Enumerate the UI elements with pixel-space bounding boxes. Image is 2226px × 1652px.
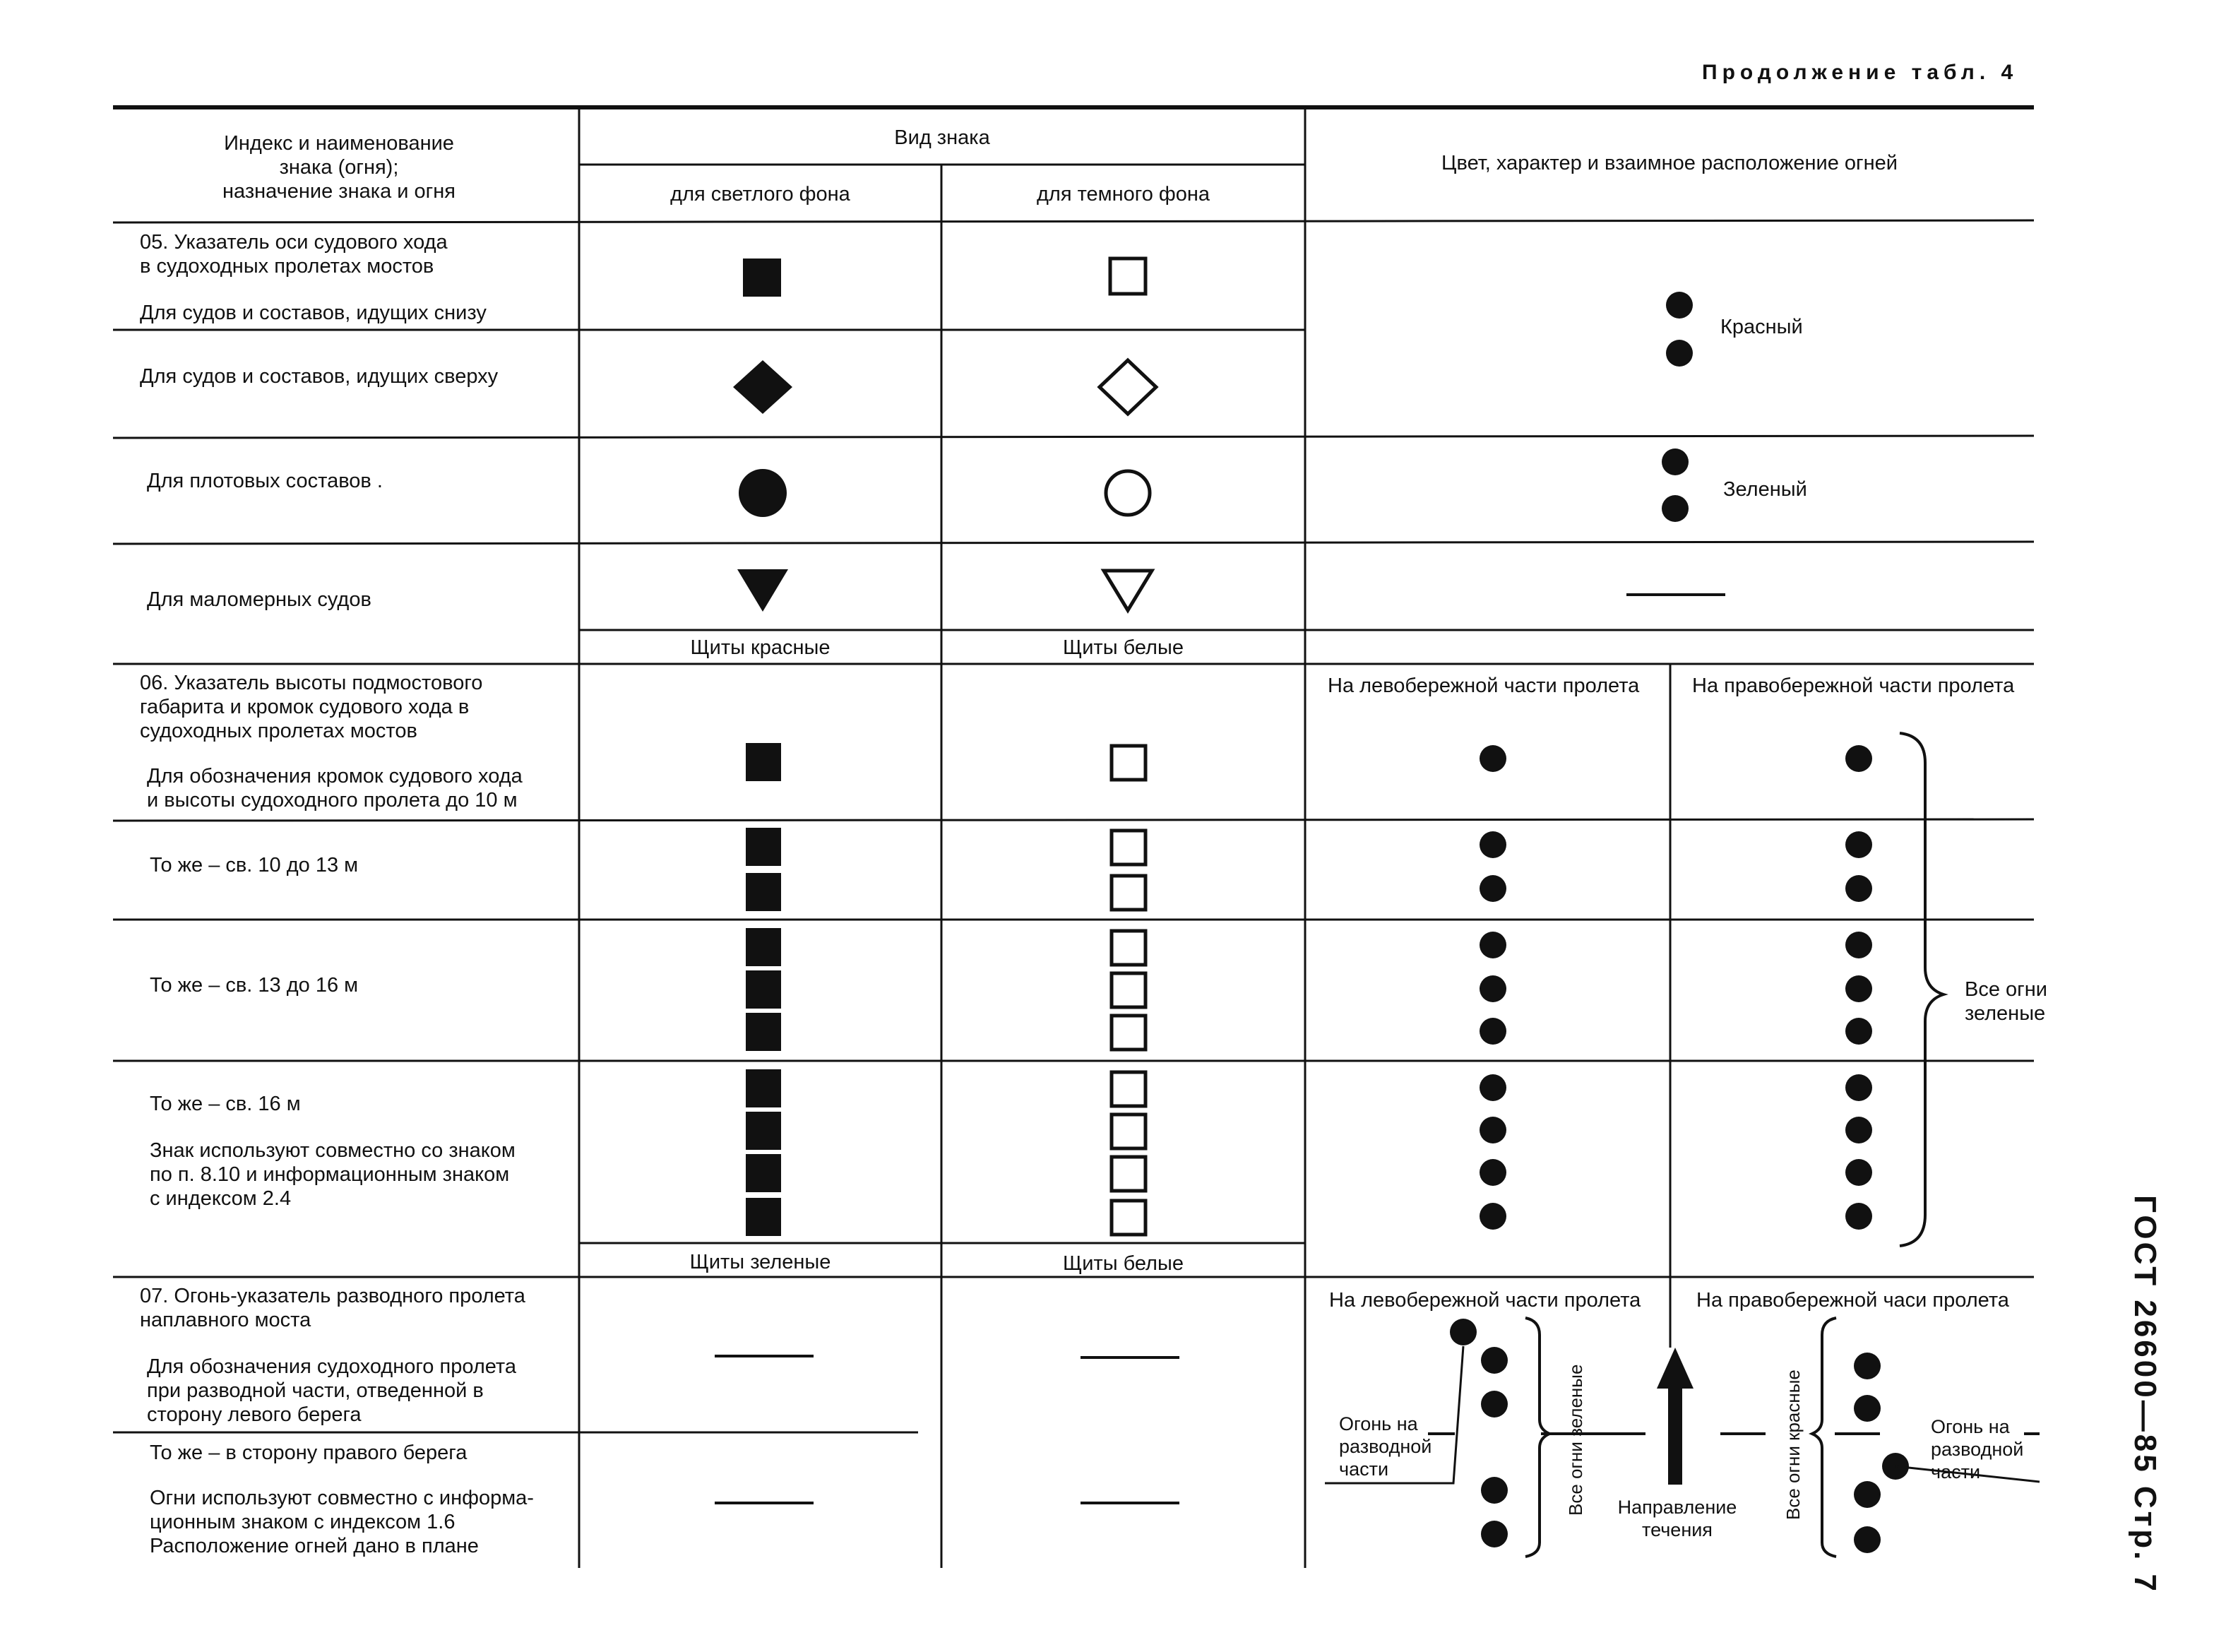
row07-a: Для обозначения судоходного пролета при разводной части, отведенной в сторону левого берега xyxy=(147,1355,516,1426)
row06-b: То же – св. 10 до 13 м xyxy=(150,854,359,876)
row07-all-red: Все огни красные xyxy=(1782,1369,1804,1520)
label-red: Красный xyxy=(1720,316,1803,338)
hollow-diamond-icon xyxy=(1100,360,1156,414)
light-dots-left xyxy=(1480,745,1506,1230)
hollow-triangle-icon xyxy=(1104,571,1152,610)
row05-a: Для судов и составов, идущих снизу xyxy=(140,302,487,324)
brace xyxy=(1525,1318,1549,1557)
row06-shield-light: Щиты зеленые xyxy=(689,1251,831,1273)
row05-b: Для судов и составов, идущих сверху xyxy=(140,365,499,388)
header-view: Вид знака xyxy=(894,126,990,149)
filled-diamond-icon xyxy=(733,360,792,414)
row07-right-bank: На правобережной часи пролета xyxy=(1696,1289,2009,1312)
row07-flow: Направление течения xyxy=(1617,1497,1737,1540)
continuation-label: Продолжение табл. 4 xyxy=(1702,61,2018,84)
light-dot xyxy=(1662,495,1689,522)
row06-right-bank: На правобережной части пролета xyxy=(1692,675,2015,697)
header-dark-bg: для темного фона xyxy=(1036,183,1210,206)
row06-left-bank: На левобережной части пролета xyxy=(1328,675,1640,697)
light-dots-right xyxy=(1845,745,1872,1230)
row06-note: Знак используют совместно со знаком по п. 8.10 и информационным знаком с индексом 2.4 xyxy=(150,1139,516,1210)
row07-span-light-right: Огонь на разводной части xyxy=(1931,1416,2024,1482)
plan-dots-left xyxy=(1450,1319,1508,1547)
row05-shield-dark: Щиты белые xyxy=(1063,636,1184,659)
brace xyxy=(1812,1318,1836,1557)
row06-title: 06. Указатель высоты подмостового габарита и кромок судового хода в судоходных пролетах мостов xyxy=(140,672,483,742)
row07-note: Огни используют совместно с информа- ционным знаком с индексом 1.6 Расположение огней дано в плане xyxy=(150,1487,534,1557)
hollow-circle-icon xyxy=(1106,471,1150,515)
row06-a: Для обозначения кромок судового хода и высоты судоходного пролета до 10 м xyxy=(147,765,523,812)
row06-c: То же – св. 13 до 16 м xyxy=(150,974,359,997)
row05-c: Для плотовых составов . xyxy=(147,470,383,492)
row05-d: Для маломерных судов xyxy=(147,588,371,611)
row06-all-green: Все огни зеленые xyxy=(1965,978,2047,1025)
light-dot xyxy=(1666,292,1693,319)
side-title: ГОСТ 26600—85 Стр. 7 xyxy=(2128,1195,2162,1595)
row06-d: То же – св. 16 м xyxy=(150,1093,301,1115)
row05-shield-light: Щиты красные xyxy=(690,636,831,659)
row07-span-light-left: Огонь на разводной части xyxy=(1339,1413,1432,1480)
row07-b: То же – в сторону правого берега xyxy=(150,1442,468,1464)
filled-circle-icon xyxy=(739,469,787,517)
light-dot xyxy=(1662,448,1689,475)
filled-square-stack xyxy=(746,743,781,1236)
header-col1: Индекс и наименование знака (огня); назначение знака и огня xyxy=(222,132,456,203)
header-light-bg: для светлого фона xyxy=(670,183,850,206)
plan-dots-right xyxy=(1854,1353,1909,1553)
row07-all-green: Все огни зеленые xyxy=(1565,1364,1586,1516)
hollow-square-icon xyxy=(1110,259,1145,294)
flow-arrow-icon xyxy=(1668,1386,1682,1485)
row07-title: 07. Огонь-указатель разводного пролета наплавного моста xyxy=(140,1285,525,1331)
row05-title: 05. Указатель оси судового хода в судоходных пролетах мостов xyxy=(140,231,448,278)
label-green: Зеленый xyxy=(1723,478,1807,501)
filled-triangle-icon xyxy=(737,569,788,612)
brace xyxy=(1900,733,1944,1246)
row07-left-bank: На левобережной части пролета xyxy=(1329,1289,1641,1312)
light-dot xyxy=(1666,340,1693,367)
header-lights: Цвет, характер и взаимное расположение огней xyxy=(1441,152,1898,174)
filled-square-icon xyxy=(743,259,781,297)
row06-shield-dark: Щиты белые xyxy=(1063,1252,1184,1275)
